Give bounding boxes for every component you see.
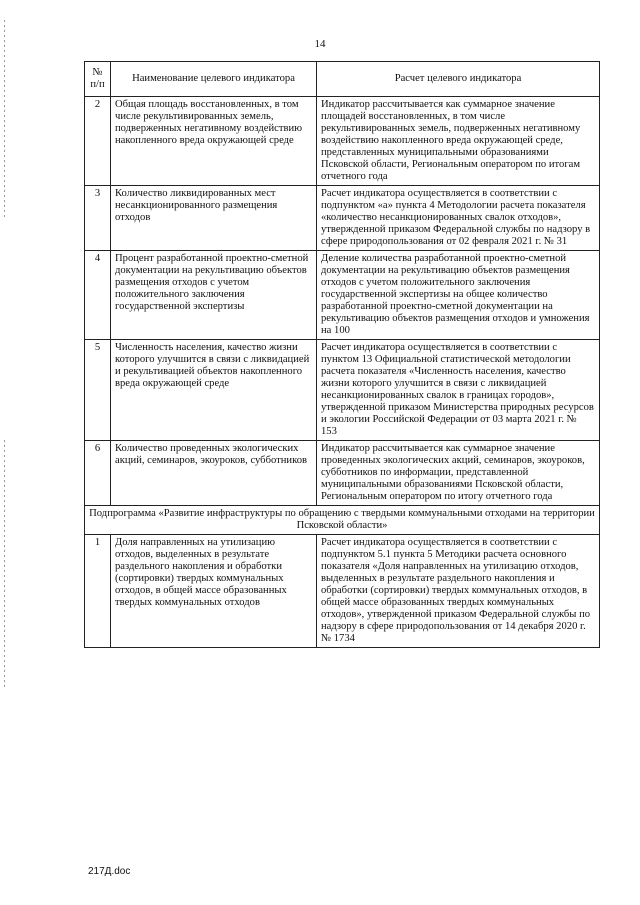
page-number: 14 xyxy=(314,38,326,50)
table-row xyxy=(85,441,600,506)
row-num: 1 xyxy=(85,535,111,648)
header-calc: Расчет целевого индикатора xyxy=(317,62,600,97)
row-calc: Расчет индикатора осуществляется в соответствии с подпунктом 5.1 пункта 5 Методики расчета основного показателя «Доля направленных на утилизацию отходов, выделенных в результате раздельного накопления и обработки (сортировки) твердых коммунальных отходов, в общей массе образованных твердых коммунальных отходов», утвержденной приказом Федеральной службы по надзору в сфере природопользования от 14 декабря 2020 г. № 1734 xyxy=(317,535,600,648)
table-header-row xyxy=(85,62,600,97)
row-num: 2 xyxy=(85,97,111,186)
row-calc: Расчет индикатора осуществляется в соответствии с подпунктом «а» пункта 4 Методологии расчета показателя «количество несанкционированных свалок отходов», утвержденной приказом Федеральной службы по надзору в сфере природопользования от 02 февраля 2021 г. № 31 xyxy=(317,186,600,251)
table-row xyxy=(85,340,600,441)
row-calc: Индикатор рассчитывается как суммарное значение площадей восстановленных, в том числе рекультивированных земель, подверженных негативному воздействию накопленного вреда окружающей среде, представленных муниципальными образованиями Псковской области, Региональным оператором по итогам отчетного года xyxy=(317,97,600,186)
row-num: 6 xyxy=(85,441,111,506)
row-num: 5 xyxy=(85,340,111,441)
row-name: Доля направленных на утилизацию отходов, выделенных в результате раздельного накопления и обработки (сортировки) твердых коммунальных отходов, в общей массе образованных твердых коммунальных отходов xyxy=(111,535,317,648)
left-margin-mark xyxy=(4,20,5,220)
row-name: Общая площадь восстановленных, в том числе рекультивированных земель, подверженных негативному воздействию накопленного вреда окружающей среде xyxy=(111,97,317,186)
table-row xyxy=(85,535,600,648)
row-name: Количество ликвидированных мест несанкционированного размещения отходов xyxy=(111,186,317,251)
subprogram-title: Подпрограмма «Развитие инфраструктуры по обращению с твердыми коммунальными отходами на территории Псковской области» xyxy=(85,506,600,535)
row-num: 4 xyxy=(85,251,111,340)
row-calc: Расчет индикатора осуществляется в соответствии с пунктом 13 Официальной статистической методологии расчета показателя «Численность населения, качество жизни которого улучшится в связи с ликвидацией несанкционированных свалок в границах городов», утвержденной приказом Министерства природных ресурсов и экологии Российской Федерации от 03 марта 2021 г. № 153 xyxy=(317,340,600,441)
subprogram-row xyxy=(85,506,600,535)
table-row xyxy=(85,186,600,251)
header-name: Наименование целевого индикатора xyxy=(111,62,317,97)
row-calc: Индикатор рассчитывается как суммарное значение проведенных экологических акций, семинаров, экоуроков, субботников по информации, представленной муниципальными образованиями Псковской области, Региональным оператором по итогу отчетного года xyxy=(317,441,600,506)
file-name-footer: 217Д.doc xyxy=(88,866,131,877)
row-num: 3 xyxy=(85,186,111,251)
header-num: № п/п xyxy=(85,62,111,97)
row-calc: Деление количества разработанной проектно-сметной документации на рекультивацию объектов размещения отходов с учетом положительного заключения государственной экспертизы на общее количество разработанной проектно-сметной документации на рекультивацию объектов размещения отходов и умножения на 100 xyxy=(317,251,600,340)
row-name: Численность населения, качество жизни которого улучшится в связи с ликвидацией и рекультивацией объектов накопленного вреда окружающей среде xyxy=(111,340,317,441)
table-row xyxy=(85,97,600,186)
row-name: Процент разработанной проектно-сметной документации на рекультивацию объектов размещения отходов с учетом положительного заключения государственной экспертизы xyxy=(111,251,317,340)
table-row xyxy=(85,251,600,340)
left-margin-mark xyxy=(4,440,5,690)
indicators-table xyxy=(84,61,600,648)
row-name: Количество проведенных экологических акций, семинаров, экоуроков, субботников xyxy=(111,441,317,506)
